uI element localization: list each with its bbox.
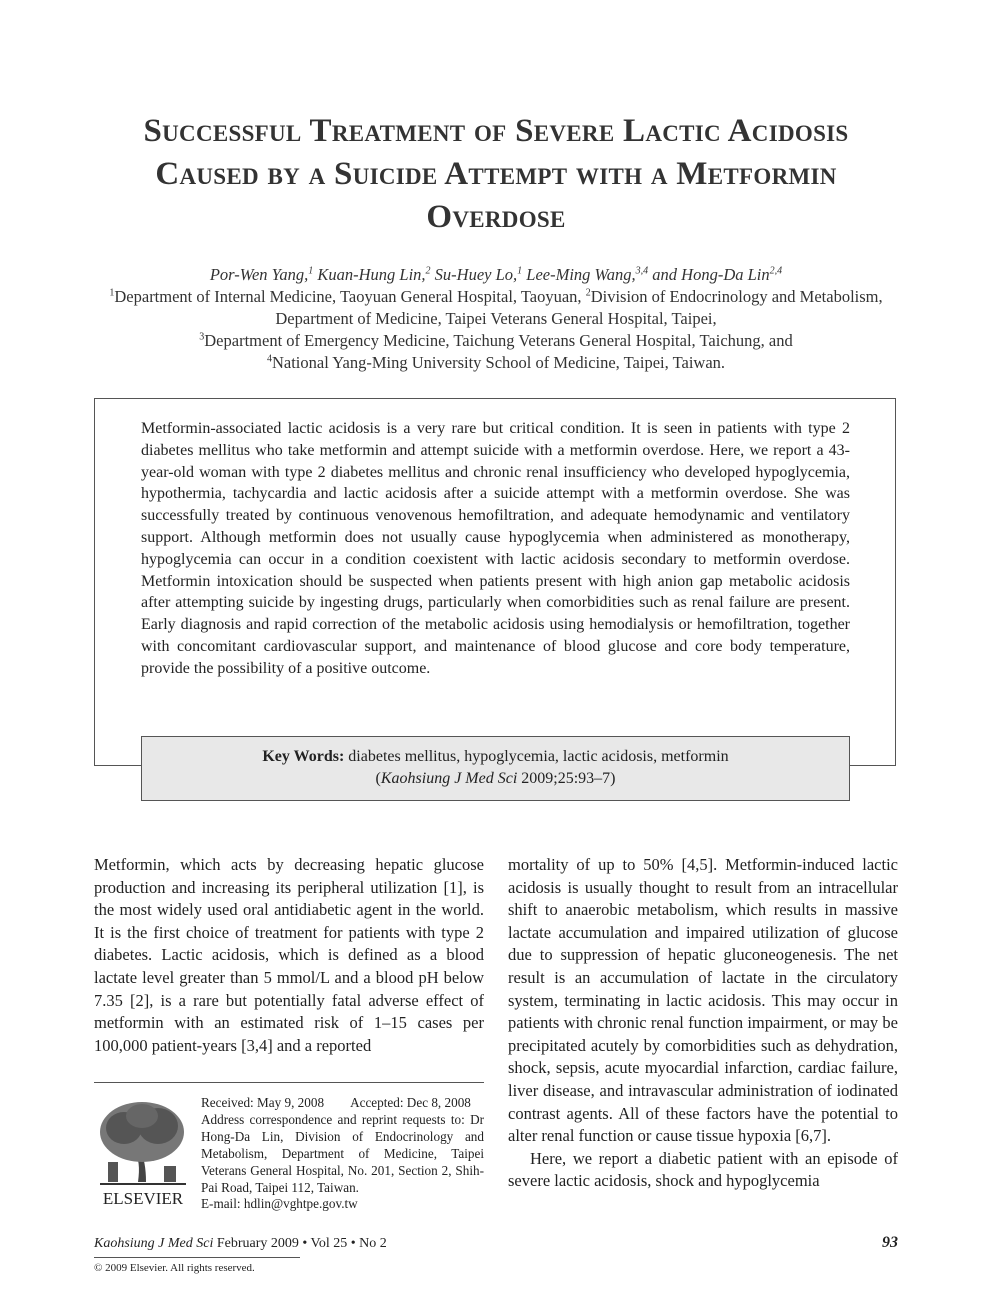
elsevier-tree-icon [94, 1096, 192, 1208]
page-number: 93 [882, 1234, 898, 1251]
journal-footer [94, 1236, 387, 1252]
keywords-box [141, 736, 850, 801]
citation-details: 2009;25:93–7) [517, 770, 616, 787]
author-name: Lee-Ming Wang, [522, 265, 636, 284]
body-column-right [508, 854, 898, 1193]
elsevier-logo [94, 1096, 192, 1208]
affiliation-1: Department of Internal Medicine, Taoyuan General Hospital, Taoyuan, [114, 287, 586, 306]
author-affiliation-mark: 1 [517, 265, 523, 277]
accepted-date: Accepted: Dec 8, 2008 [350, 1095, 471, 1110]
affiliation-4: National Yang-Ming University School of Medicine, Taipei, Taiwan. [271, 353, 726, 372]
author-affiliation-mark: 2 [425, 265, 431, 277]
footnote-divider [94, 1082, 484, 1083]
footer-issue: February 2009 • Vol 25 • No 2 [213, 1236, 387, 1251]
citation-journal: Kaohsiung J Med Sci [380, 770, 518, 787]
affiliation-mark: 1 [109, 287, 115, 299]
affiliation-mark: 4 [266, 353, 272, 365]
footer-divider [94, 1257, 300, 1258]
affiliations [100, 286, 892, 374]
keywords-label: Key Words: [262, 748, 345, 765]
correspondence-address: Address correspondence and reprint requests to: Dr Hong-Da Lin, Division of Endocrinology and Metabolism, Department of Medicine, Taipei Veterans General Hospital, No. 201, Section 2, Shih-Pai Road, Taipei 112, Taiwan. [201, 1111, 484, 1195]
author-list [100, 264, 892, 286]
paper-title: Successful Treatment of Severe Lactic Acidosis Caused by a Suicide Attempt with a Metformin Overdose [143, 113, 849, 235]
author-name: Kuan-Hung Lin, [313, 265, 426, 284]
body-column-left: Metformin, which acts by decreasing hepatic glucose production and increasing its peripheral utilization [1], is the most widely used oral antidiabetic agent in the world. It is the first choice of treatment for patients with type 2 diabetes. Lactic acidosis, which is defined as a blood lactate level greater than 5 mmol/L and a blood pH below 7.35 [2], is a rare but potentially fatal adverse effect of metformin with an estimated risk of 1–15 cases per 100,000 patient-years [3,4] and a reported [94, 855, 484, 1055]
keywords-text: diabetes mellitus, hypoglycemia, lactic acidosis, metformin [344, 748, 729, 765]
body-paragraph: mortality of up to 50% [4,5]. Metformin-induced lactic acidosis is usually thought to result from an intracellular shift to anaerobic metabolism, which results in massive lactate accumulation and impaired utilization of glucose due to suppression of hepatic gluconeogenesis. The net result is an accumulation of lactate in the circulatory system, terminating in lactic acidosis. This may occur in patients with chronic renal function impairment, or may be precipitated acutely by comorbidities such as dehydration, shock, sepsis, acute myocardial infarction, cardiac failure, liver disease, and intravascular administration of iodinated contrast agents. All of these factors have the potential to alter renal function or cause tissue hypoxia [6,7]. [508, 855, 898, 1146]
author-affiliation-mark: 1 [308, 265, 314, 277]
correspondence-email: E-mail: hdlin@vghtpe.gov.tw [201, 1196, 358, 1212]
affiliation-2: Division of Endocrinology and Metabolism, Department of Medicine, Taipei Veterans General Hospital, Taipei, [275, 287, 883, 328]
affiliation-mark: 3 [199, 331, 205, 343]
author-name: and Hong-Da Lin [648, 265, 770, 284]
affiliation-mark: 2 [585, 287, 591, 299]
elsevier-logo-text: ELSEVIER [102, 1189, 184, 1208]
body-paragraph: Here, we report a diabetic patient with an episode of severe lactic acidosis, shock and hypoglycemia [508, 1148, 898, 1191]
copyright-notice: © 2009 Elsevier. All rights reserved. [94, 1262, 255, 1274]
author-name: Su-Huey Lo, [430, 265, 518, 284]
citation-open: ( [375, 770, 381, 787]
author-affiliation-mark: 2,4 [769, 265, 783, 277]
author-affiliation-mark: 3,4 [635, 265, 649, 277]
received-date: Received: May 9, 2008 [201, 1095, 325, 1110]
correspondence-footnote [201, 1095, 484, 1213]
affiliation-3: Department of Emergency Medicine, Taichung Veterans General Hospital, Taichung, and [204, 331, 793, 350]
author-name: Por-Wen Yang, [209, 265, 309, 284]
footer-journal: Kaohsiung J Med Sci [94, 1236, 214, 1251]
abstract-text: Metformin-associated lactic acidosis is a very rare but critical condition. It is seen in patients with type 2 diabetes mellitus who take metformin and attempt suicide with a metformin overdose. Here, we report a 43-year-old woman with type 2 diabetes mellitus and chronic renal insufficiency who developed hypoglycemia, hypothermia, tachycardia and lactic acidosis after a suicide attempt with a metformin overdose. She was successfully treated by continuous venovenous hemofiltration, and adequate hemodynamic and ventilatory support. Although metformin does not usually cause hypoglycemia when administered as monotherapy, hypoglycemia can occur in a condition coexistent with lactic acidosis secondary to metformin overdose. Metformin intoxication should be suspected when patients present with high anion gap metabolic acidosis after attempting suicide by ingesting drugs, particularly when comorbidities such as renal failure are present. Early diagnosis and rapid correction of the metabolic acidosis using hemodialysis or hemofiltration, together with concomitant cardiovascular support, and maintenance of blood glucose and core body temperature, provide the possibility of a positive outcome. [141, 420, 850, 677]
